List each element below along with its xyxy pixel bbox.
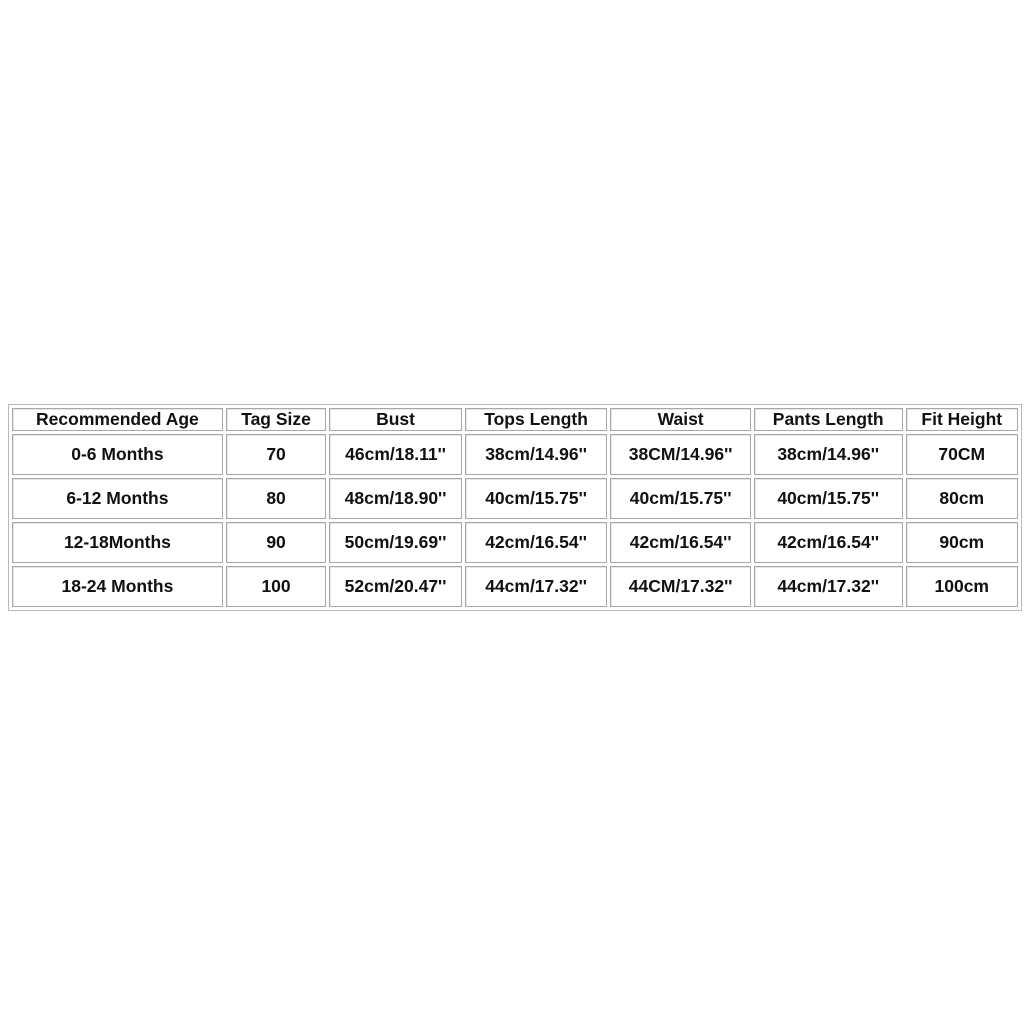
size-chart xyxy=(8,404,1022,611)
cell-fit-height: 70CM xyxy=(906,434,1019,475)
table-row xyxy=(12,434,1018,475)
header-fit-height: Fit Height xyxy=(906,408,1019,431)
cell-tag-size: 90 xyxy=(226,522,326,563)
cell-bust: 48cm/18.90'' xyxy=(329,478,462,519)
cell-tag-size: 80 xyxy=(226,478,326,519)
cell-bust: 50cm/19.69'' xyxy=(329,522,462,563)
cell-tag-size: 100 xyxy=(226,566,326,607)
cell-tag-size: 70 xyxy=(226,434,326,475)
header-waist: Waist xyxy=(610,408,751,431)
cell-pants-length: 42cm/16.54'' xyxy=(754,522,903,563)
cell-waist: 42cm/16.54'' xyxy=(610,522,751,563)
cell-tops-length: 42cm/16.54'' xyxy=(465,522,608,563)
table-row xyxy=(12,566,1018,607)
cell-waist: 40cm/15.75'' xyxy=(610,478,751,519)
cell-waist: 44CM/17.32'' xyxy=(610,566,751,607)
cell-pants-length: 40cm/15.75'' xyxy=(754,478,903,519)
header-tag-size: Tag Size xyxy=(226,408,326,431)
header-row xyxy=(12,408,1018,431)
header-recommended-age: Recommended Age xyxy=(12,408,223,431)
header-bust: Bust xyxy=(329,408,462,431)
table-row xyxy=(12,478,1018,519)
cell-fit-height: 90cm xyxy=(906,522,1019,563)
cell-recommended-age: 0-6 Months xyxy=(12,434,223,475)
cell-tops-length: 38cm/14.96'' xyxy=(465,434,608,475)
cell-fit-height: 100cm xyxy=(906,566,1019,607)
cell-tops-length: 40cm/15.75'' xyxy=(465,478,608,519)
cell-waist: 38CM/14.96'' xyxy=(610,434,751,475)
cell-tops-length: 44cm/17.32'' xyxy=(465,566,608,607)
header-tops-length: Tops Length xyxy=(465,408,608,431)
cell-pants-length: 44cm/17.32'' xyxy=(754,566,903,607)
table-row xyxy=(12,522,1018,563)
cell-pants-length: 38cm/14.96'' xyxy=(754,434,903,475)
cell-bust: 52cm/20.47'' xyxy=(329,566,462,607)
cell-fit-height: 80cm xyxy=(906,478,1019,519)
size-table xyxy=(9,405,1021,610)
header-pants-length: Pants Length xyxy=(754,408,903,431)
cell-recommended-age: 6-12 Months xyxy=(12,478,223,519)
cell-recommended-age: 18-24 Months xyxy=(12,566,223,607)
cell-recommended-age: 12-18Months xyxy=(12,522,223,563)
cell-bust: 46cm/18.11'' xyxy=(329,434,462,475)
